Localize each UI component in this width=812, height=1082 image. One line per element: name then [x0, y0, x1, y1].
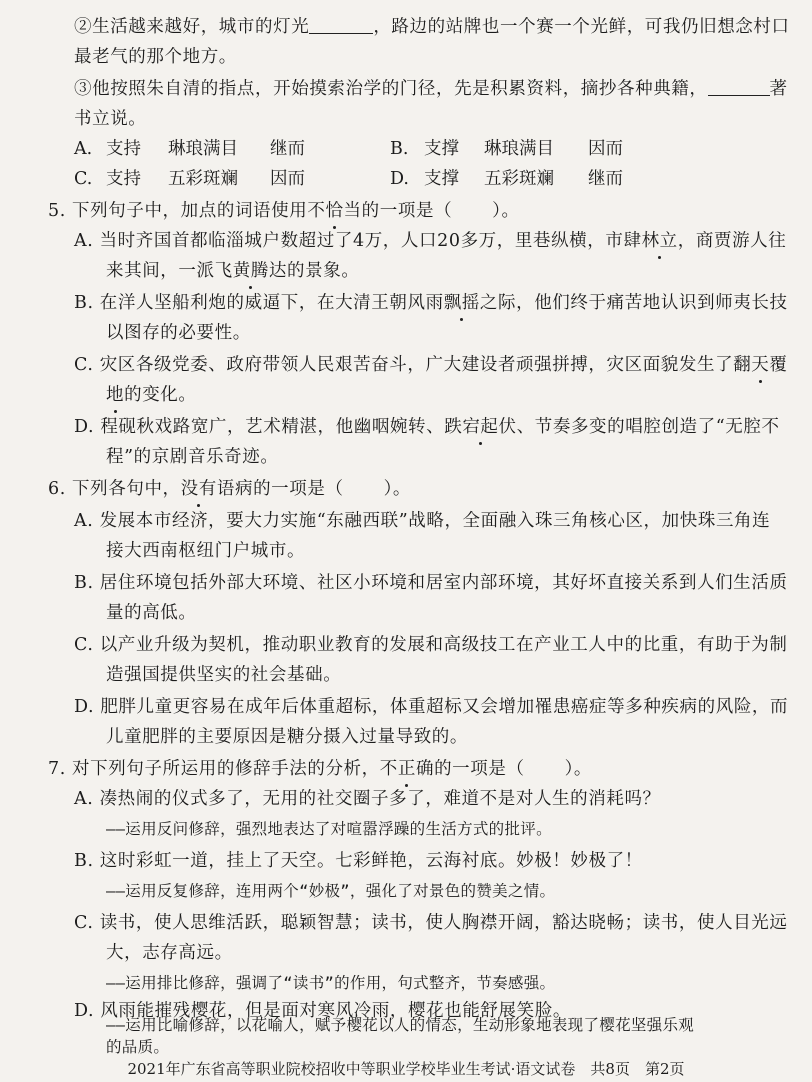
- emphasis-dotted-text: 不恰当: [307, 198, 361, 224]
- emphasis-dotted-text: 地: [106, 382, 124, 408]
- q4-item-3-line-1: ③他按照朱自清的指点，开始摸索治学的门径，先是积累资料，摘抄各种典籍， 著: [74, 79, 788, 99]
- option-word: 五彩斑斓: [484, 169, 554, 189]
- emphasis-dotted-text: 不正确: [380, 756, 434, 782]
- option-word: 支持: [106, 169, 141, 189]
- emphasis-dotted-text: 飘摇: [444, 290, 480, 316]
- option-word: 因而: [270, 169, 305, 189]
- q7-option-b-line-1: B. 这时彩虹一道，挂上了天空。七彩鲜艳，云海衬底。妙极！妙极了！: [74, 851, 643, 871]
- emphasis-dotted-text: 没有: [181, 476, 217, 502]
- q5-option-a-line-2: 来其间，一派飞黄腾达的景象。: [106, 258, 359, 284]
- q4-item-3-line-2: 书立说。: [74, 109, 147, 129]
- q7-option-c-analysis: ——运用排比修辞，强调了“读书”的作用，句式整齐，节奏感强。: [106, 974, 556, 992]
- q5-option-b-line-2: 以图存的必要性。: [106, 323, 251, 343]
- q4-item-2-line-1: ②生活越来越好，城市的灯光 ，路边的站牌也一个赛一个光鲜，可我仍旧想念村口: [74, 17, 790, 37]
- q5-stem: 5. 下列句子中，加点的词语使用不恰当的一项是（ ）。: [48, 198, 520, 224]
- q6-option-c-line-2: 造强国提供坚实的社会基础。: [106, 665, 342, 685]
- q5-option-d-line-1: D. 程砚秋戏路宽广，艺术精湛，他幽咽婉转、跌宕起伏、节奏多变的唱腔创造了“无腔不: [74, 414, 780, 440]
- emphasis-dotted-text: 翻天覆: [733, 352, 787, 378]
- q6-option-d-line-2: 儿童肥胖的主要原因是糖分摄入过量导致的。: [106, 727, 468, 747]
- option-word: 支撑: [424, 139, 459, 159]
- q7-option-c-line-2: 大，志存高远。: [106, 943, 233, 963]
- option-letter: C.: [74, 169, 93, 189]
- option-letter: D.: [390, 169, 409, 189]
- q6-option-c-line-1: C. 以产业升级为契机，推动职业教育的发展和高级技工在产业工人中的比重，有助于为制: [74, 635, 788, 655]
- q5-option-c-line-1: C. 灾区各级党委、政府带领人民艰苦奋斗，广大建设者顽强拼搏，灾区面貌发生了翻天覆: [74, 352, 788, 378]
- option-letter: A.: [74, 139, 93, 159]
- q7-option-a-analysis: ——运用反问修辞，强烈地表达了对喧嚣浮躁的生活方式的批评。: [106, 820, 552, 838]
- q7-option-d-analysis: ——运用比喻修辞，以花喻人，赋予樱花以人的情态，生动形象地表现了樱花坚强乐观: [106, 1016, 695, 1034]
- q7-option-b-analysis: ——运用反复修辞，连用两个“妙极”，强化了对景色的赞美之情。: [106, 882, 556, 900]
- q7-stem: 7. 对下列句子所运用的修辞手法的分析，不正确的一项是（ ）。: [48, 756, 592, 782]
- q6-option-a-line-1: A. 发展本市经济，要大力实施“东融西联”战略，全面融入珠三角核心区，加快珠三角连: [74, 511, 771, 531]
- q5-option-a-line-1: A. 当时齐国首都临淄城户数超过了4万，人口20多万，里巷纵横，市肆林立，商贾游人往: [74, 228, 786, 254]
- emphasis-dotted-text: 跌宕起伏: [444, 414, 516, 440]
- emphasis-dotted-text: 林立: [642, 228, 678, 254]
- option-word: 因而: [588, 139, 623, 159]
- q4-item-2-line-2: 最老气的那个地方。: [74, 47, 237, 67]
- option-word: 支撑: [424, 169, 459, 189]
- page-footer: 2021年广东省高等职业院校招收中等职业学校毕业生考试·语文试卷 共8页 第2页: [127, 1060, 685, 1078]
- q7-option-a-line-1: A. 凑热闹的仪式多了，无用的社交圈子多了，难道不是对人生的消耗吗？: [74, 789, 661, 809]
- emphasis-dotted-text: 飞黄腾达: [215, 258, 287, 284]
- q6-option-b-line-1: B. 居住环境包括外部大环境、社区小环境和居室内部环境，其好坏直接关系到人们生活质: [74, 573, 788, 593]
- q6-option-d-line-1: D. 肥胖儿童更容易在成年后体重超标，体重超标又会增加罹患癌症等多种疾病的风险，而: [74, 697, 789, 717]
- q6-stem: 6. 下列各句中，没有语病的一项是（ ）。: [48, 476, 411, 502]
- q7-option-d-analysis-end: 的品质。: [106, 1038, 170, 1056]
- option-word: 琳琅满目: [484, 139, 554, 159]
- q6-option-b-line-2: 量的高低。: [106, 603, 197, 623]
- answer-blank: [708, 77, 770, 96]
- answer-blank: [309, 15, 373, 34]
- option-word: 继而: [588, 169, 623, 189]
- option-word: 琳琅满目: [168, 139, 238, 159]
- option-word: 继而: [270, 139, 305, 159]
- q5-option-d-line-2: 程”的京剧音乐奇迹。: [106, 447, 279, 467]
- q6-option-a-line-2: 接大西南枢纽门户城市。: [106, 541, 306, 561]
- option-word: 支持: [106, 139, 141, 159]
- option-letter: B.: [390, 139, 409, 159]
- option-word: 五彩斑斓: [168, 169, 238, 189]
- q5-option-b-line-1: B. 在洋人坚船利炮的威逼下，在大清王朝风雨飘摇之际，他们终于痛苦地认识到师夷长技: [74, 290, 788, 316]
- q7-option-d-line-1: D. 风雨能摧残樱花，但是面对寒风冷雨，樱花也能舒展笑脸。: [74, 1001, 571, 1021]
- q7-option-c-line-1: C. 读书，使人思维活跃，聪颖智慧；读书，使人胸襟开阔，豁达晓畅；读书，使人目光远: [74, 913, 788, 933]
- q5-option-c-line-2: 地的变化。: [106, 382, 197, 408]
